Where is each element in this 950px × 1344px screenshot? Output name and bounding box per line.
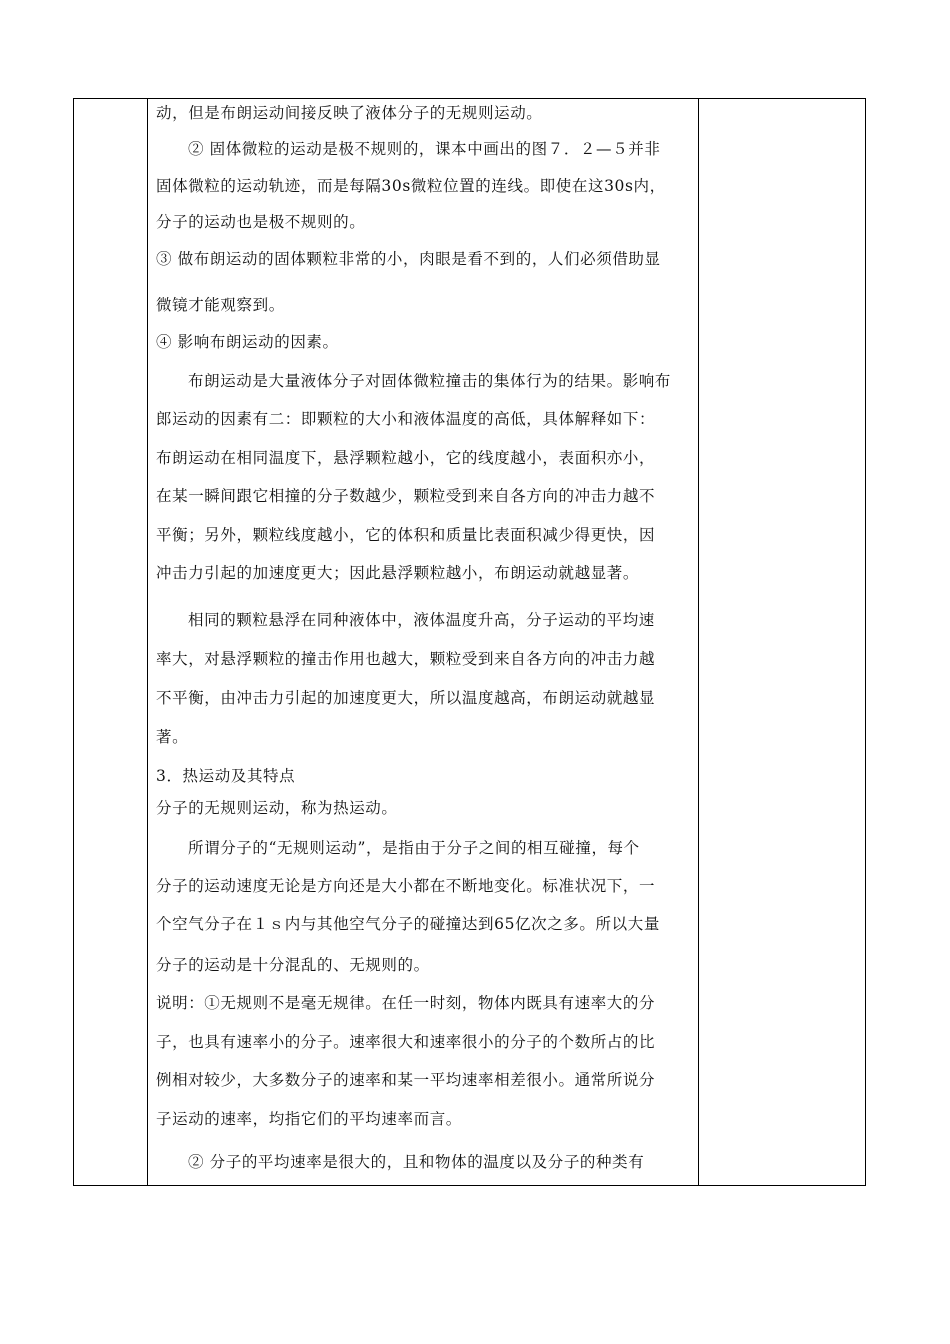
text-line: 布朗运动是大量液体分子对固体微粒撞击的集体行为的结果。影响布 [188, 372, 672, 390]
text-line: 分子的运动速度无论是方向还是大小都在不断地变化。标准状况下，一 [156, 877, 656, 895]
text-line: 微镜才能观察到。 [156, 296, 285, 314]
text-line: 分子的运动也是极不规则的。 [156, 213, 366, 231]
text-line: 率大，对悬浮颗粒的撞击作用也越大，颗粒受到来自各方向的冲击力越 [156, 650, 656, 668]
lesson-table [73, 98, 866, 1186]
text-line: 在某一瞬间跟它相撞的分子数越少，颗粒受到来自各方向的冲击力越不 [156, 487, 656, 505]
column-divider-right [698, 99, 699, 1185]
text-line: ③ 做布朗运动的固体颗粒非常的小，肉眼是看不到的，人们必须借助显 [156, 250, 661, 268]
text-line: 所谓分子的“无规则运动”，是指由于分子之间的相互碰撞，每个 [188, 839, 640, 857]
text-line: ② 分子的平均速率是很大的，且和物体的温度以及分子的种类有 [188, 1153, 645, 1171]
text-line: 不平衡，由冲击力引起的加速度更大，所以温度越高，布朗运动就越显 [156, 689, 656, 707]
text-line: ② 固体微粒的运动是极不规则的，课本中画出的图７．２—５并非 [188, 140, 661, 158]
column-divider-left [147, 99, 148, 1185]
text-line: 布朗运动在相同温度下，悬浮颗粒越小，它的线度越小，表面积亦小， [156, 449, 656, 467]
text-line: 郎运动的因素有二：即颗粒的大小和液体温度的高低，具体解释如下： [156, 410, 656, 428]
text-line: 3．热运动及其特点 [156, 767, 296, 785]
text-line: 子运动的速率，均指它们的平均速率而言。 [156, 1110, 462, 1128]
text-line: ④ 影响布朗运动的因素。 [156, 333, 339, 351]
text-line: 平衡；另外，颗粒线度越小，它的体积和质量比表面积减少得更快，因 [156, 526, 656, 544]
text-line: 著。 [156, 728, 189, 746]
text-line: 分子的运动是十分混乱的、无规则的。 [156, 956, 430, 974]
text-line: 动，但是布朗运动间接反映了液体分子的无规则运动。 [156, 104, 543, 122]
text-line: 分子的无规则运动，称为热运动。 [156, 799, 398, 817]
text-line: 个空气分子在１ｓ内与其他空气分子的碰撞达到65亿次之多。所以大量 [156, 915, 660, 933]
text-line: 相同的颗粒悬浮在同种液体中，液体温度升高，分子运动的平均速 [188, 611, 655, 629]
text-line: 冲击力引起的加速度更大；因此悬浮颗粒越小，布朗运动就越显著。 [156, 564, 640, 582]
text-line: 子，也具有速率小的分子。速率很大和速率很小的分子的个数所占的比 [156, 1033, 656, 1051]
text-line: 例相对较少，大多数分子的速率和某一平均速率相差很小。通常所说分 [156, 1071, 656, 1089]
text-line: 固体微粒的运动轨迹，而是每隔30s微粒位置的连线。即使在这30s内， [156, 177, 666, 195]
text-line: 说明：①无规则不是毫无规律。在任一时刻，物体内既具有速率大的分 [156, 994, 656, 1012]
